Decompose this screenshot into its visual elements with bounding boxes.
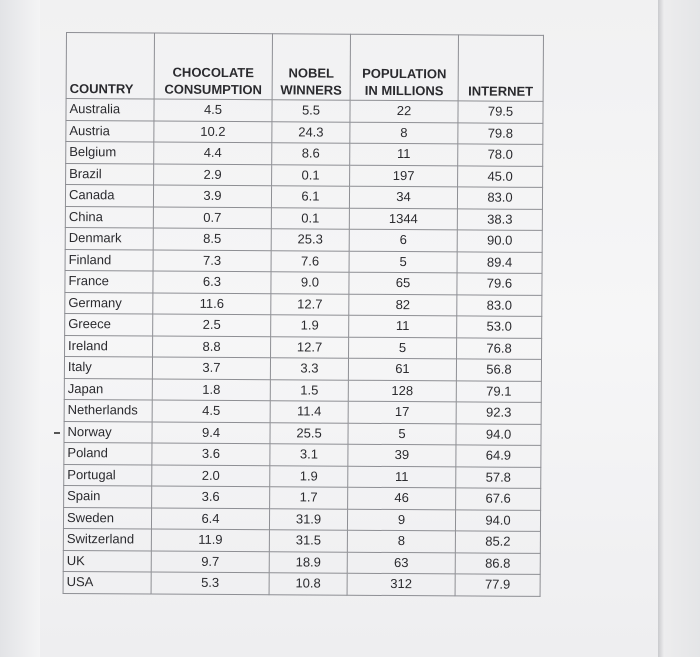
table-row <box>63 528 540 552</box>
cell-internet: 56.8 <box>456 359 541 381</box>
cell-country: Australia <box>66 99 154 121</box>
cell-population: 61 <box>348 358 456 380</box>
cell-country: Austria <box>66 120 154 142</box>
cell-country: Denmark <box>65 227 153 249</box>
cell-chocolate: 3.9 <box>153 185 271 207</box>
cell-country: Netherlands <box>64 399 152 421</box>
table-row <box>65 185 542 209</box>
cell-nobel: 18.9 <box>269 551 347 573</box>
table-row <box>65 249 542 273</box>
cell-country: Belgium <box>66 142 154 164</box>
cell-nobel: 7.6 <box>271 250 349 272</box>
cell-nobel: 31.5 <box>269 530 347 552</box>
cell-country: Japan <box>64 378 152 400</box>
header-population-line1: POPULATION <box>362 65 447 82</box>
header-chocolate-line1: CHOCOLATE <box>172 64 254 81</box>
cell-population: 34 <box>349 186 457 208</box>
cell-population: 5 <box>348 423 456 445</box>
cell-internet: 67.6 <box>456 488 541 510</box>
cell-internet: 79.1 <box>456 380 541 402</box>
cell-population: 128 <box>348 380 456 402</box>
header-country-line2: COUNTRY <box>69 81 134 97</box>
cell-population: 9 <box>347 509 455 531</box>
cell-population: 82 <box>349 294 457 316</box>
cell-internet: 53.0 <box>457 316 542 338</box>
cell-internet: 89.4 <box>457 251 542 273</box>
table-body <box>63 99 543 596</box>
cell-internet: 79.6 <box>457 273 542 295</box>
header-row <box>66 33 543 102</box>
table-row <box>64 399 541 423</box>
cell-chocolate: 11.9 <box>151 529 269 551</box>
cell-chocolate: 4.5 <box>154 99 272 121</box>
cell-country: France <box>65 270 153 292</box>
cell-chocolate: 9.7 <box>151 551 269 573</box>
cell-chocolate: 10.2 <box>154 121 272 143</box>
cell-chocolate: 2.0 <box>152 465 270 487</box>
cell-internet: 57.8 <box>456 466 541 488</box>
cell-population: 11 <box>350 143 458 165</box>
cell-nobel: 1.9 <box>270 465 348 487</box>
cell-population: 197 <box>350 165 458 187</box>
cell-country: Germany <box>65 292 153 314</box>
table-row <box>64 421 541 445</box>
header-country <box>66 33 154 100</box>
cell-population: 39 <box>348 444 456 466</box>
cell-country: Finland <box>65 249 153 271</box>
table-row <box>66 120 543 144</box>
cell-population: 5 <box>349 337 457 359</box>
header-internet-line2: INTERNET <box>468 83 534 99</box>
cell-chocolate: 6.4 <box>151 508 269 530</box>
cell-internet: 92.3 <box>456 402 541 424</box>
cell-nobel: 0.1 <box>272 164 350 186</box>
table-row <box>64 485 541 509</box>
table-row <box>64 378 541 402</box>
cell-population: 1344 <box>349 208 457 230</box>
header-internet <box>458 35 543 102</box>
cell-chocolate: 6.3 <box>153 271 271 293</box>
table-row <box>63 571 540 595</box>
cell-population: 312 <box>347 573 455 595</box>
cell-nobel: 11.4 <box>270 401 348 423</box>
table-row <box>65 292 542 316</box>
cell-nobel: 12.7 <box>271 293 349 315</box>
cell-internet: 90.0 <box>457 230 542 252</box>
cell-nobel: 31.9 <box>269 508 347 530</box>
cell-internet: 64.9 <box>456 445 541 467</box>
table-row <box>63 550 540 574</box>
cell-chocolate: 5.3 <box>151 572 269 594</box>
cell-nobel: 0.1 <box>271 207 349 229</box>
cell-chocolate: 3.7 <box>152 357 270 379</box>
cell-internet: 86.8 <box>455 552 540 574</box>
data-table <box>63 32 544 596</box>
cell-country: Ireland <box>65 335 153 357</box>
cell-nobel: 25.5 <box>270 422 348 444</box>
cell-nobel: 9.0 <box>271 272 349 294</box>
header-nobel-line1: NOBEL <box>288 65 335 81</box>
cell-population: 63 <box>347 552 455 574</box>
table-row <box>65 270 542 294</box>
cell-country: Brazil <box>66 163 154 185</box>
cell-chocolate: 7.3 <box>153 250 271 272</box>
cell-population: 17 <box>348 401 456 423</box>
cell-internet: 79.5 <box>458 101 543 123</box>
header-nobel <box>272 34 350 100</box>
cell-nobel: 5.5 <box>272 100 350 122</box>
cell-chocolate: 4.5 <box>152 400 270 422</box>
cell-chocolate: 3.6 <box>152 486 270 508</box>
cell-internet: 83.0 <box>457 187 542 209</box>
cell-internet: 94.0 <box>455 509 540 531</box>
cell-country: China <box>65 206 153 228</box>
cell-population: 8 <box>350 122 458 144</box>
cell-chocolate: 9.4 <box>152 422 270 444</box>
cell-chocolate: 4.4 <box>154 142 272 164</box>
cell-country: Norway <box>64 421 152 443</box>
table-row <box>66 99 543 123</box>
cell-country: UK <box>63 550 151 572</box>
cell-nobel: 25.3 <box>271 229 349 251</box>
cell-nobel: 6.1 <box>271 186 349 208</box>
cell-nobel: 10.8 <box>269 573 347 595</box>
cell-country: Italy <box>64 356 152 378</box>
table-row <box>64 356 541 380</box>
cell-population: 11 <box>348 466 456 488</box>
cell-chocolate: 2.5 <box>153 314 271 336</box>
table-row <box>64 442 541 466</box>
cell-internet: 79.8 <box>458 122 543 144</box>
cell-country: Portugal <box>64 464 152 486</box>
cell-internet: 45.0 <box>458 165 543 187</box>
header-population-line2: IN MILLIONS <box>364 82 444 99</box>
cell-population: 46 <box>348 487 456 509</box>
cell-nobel: 12.7 <box>271 336 349 358</box>
table-row <box>65 206 542 230</box>
cell-nobel: 3.1 <box>270 444 348 466</box>
cell-country: Spain <box>64 485 152 507</box>
cell-internet: 83.0 <box>457 294 542 316</box>
cell-chocolate: 8.8 <box>153 336 271 358</box>
cell-internet: 85.2 <box>455 531 540 553</box>
table-row <box>65 227 542 251</box>
cell-population: 22 <box>350 100 458 122</box>
cell-nobel: 3.3 <box>270 358 348 380</box>
cell-chocolate: 8.5 <box>153 228 271 250</box>
cell-country: Greece <box>65 313 153 335</box>
cell-country: Poland <box>64 442 152 464</box>
header-nobel-line2: WINNERS <box>280 82 342 98</box>
table-row <box>63 507 540 531</box>
cell-country: USA <box>63 571 151 593</box>
cell-internet: 38.3 <box>457 208 542 230</box>
cell-population: 6 <box>349 229 457 251</box>
table-row <box>65 313 542 337</box>
cell-population: 5 <box>349 251 457 273</box>
cell-internet: 77.9 <box>455 574 540 596</box>
cell-chocolate: 2.9 <box>154 164 272 186</box>
cell-nobel: 1.7 <box>270 487 348 509</box>
table-row <box>66 163 543 187</box>
cell-internet: 94.0 <box>456 423 541 445</box>
photo-edge <box>658 0 700 657</box>
cell-nobel: 24.3 <box>272 121 350 143</box>
cell-chocolate: 0.7 <box>153 207 271 229</box>
cell-country: Sweden <box>63 507 151 529</box>
cell-nobel: 1.9 <box>271 315 349 337</box>
cell-population: 8 <box>347 530 455 552</box>
cell-country: Switzerland <box>63 528 151 550</box>
cell-chocolate: 11.6 <box>153 293 271 315</box>
cell-country: Canada <box>65 185 153 207</box>
cell-internet: 76.8 <box>457 337 542 359</box>
cell-internet: 78.0 <box>458 144 543 166</box>
table-row <box>66 142 543 166</box>
cell-chocolate: 3.6 <box>152 443 270 465</box>
cell-population: 65 <box>349 272 457 294</box>
cell-population: 11 <box>349 315 457 337</box>
cell-chocolate: 1.8 <box>152 379 270 401</box>
cell-nobel: 1.5 <box>270 379 348 401</box>
table-row <box>65 335 542 359</box>
header-chocolate <box>154 33 272 100</box>
header-chocolate-line2: CONSUMPTION <box>164 81 262 98</box>
cell-nobel: 8.6 <box>272 143 350 165</box>
header-population <box>350 34 458 101</box>
margin-dash-mark <box>54 432 60 434</box>
table-row <box>64 464 541 488</box>
